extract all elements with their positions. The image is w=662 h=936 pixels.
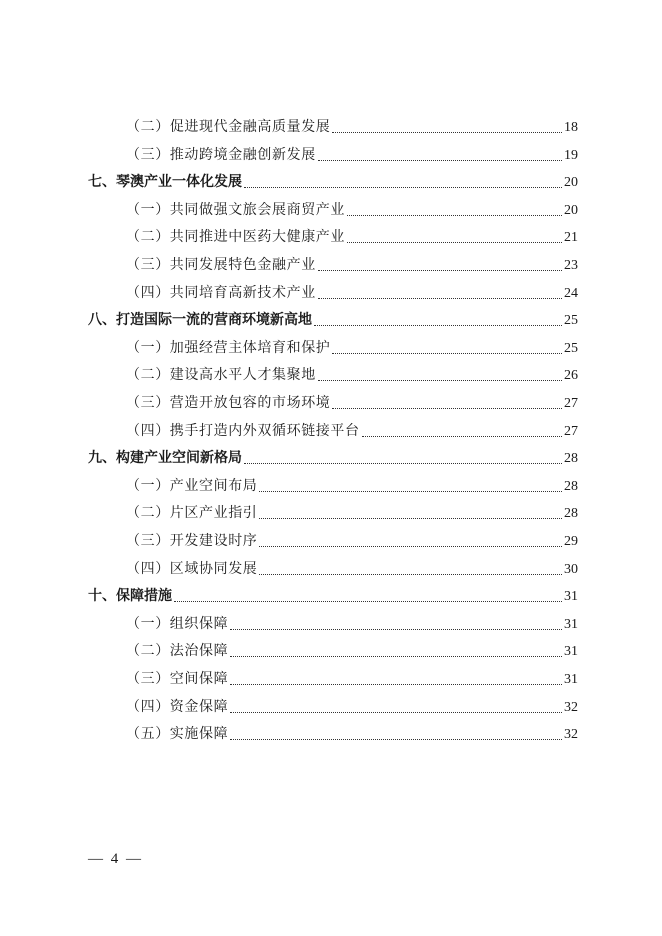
toc-entry-title: （一）加强经营主体培育和保护 [126, 340, 331, 356]
toc-entry-title: （四）资金保障 [126, 699, 229, 715]
toc-entry-page-number: 25 [564, 313, 578, 328]
toc-entry-title: （四）共同培育高新技术产业 [126, 285, 316, 301]
toc-entry-page-number: 29 [564, 534, 578, 549]
dot-leader [259, 490, 562, 492]
toc-entry-title: （三）空间保障 [126, 671, 229, 687]
toc-entry-title: （三）营造开放包容的市场环境 [126, 395, 331, 411]
toc-entry-title: （三）推动跨境金融创新发展 [126, 147, 316, 163]
toc-section-entry[interactable] [126, 477, 578, 496]
toc-chapter-entry[interactable] [88, 311, 578, 330]
toc-entry-page-number: 27 [564, 424, 578, 439]
toc-entry-title: （二）促进现代金融高质量发展 [126, 119, 331, 135]
toc-section-entry[interactable] [126, 284, 578, 303]
toc-entry-title: （一）组织保障 [126, 616, 229, 632]
toc-section-entry[interactable] [126, 339, 578, 358]
dot-leader [318, 297, 562, 299]
dot-leader [362, 435, 562, 437]
toc-chapter-entry[interactable] [88, 173, 578, 192]
dot-leader [332, 407, 562, 409]
dot-leader [259, 573, 562, 575]
dot-leader [230, 711, 562, 713]
toc-section-entry[interactable] [126, 560, 578, 579]
toc-section-entry[interactable] [126, 228, 578, 247]
toc-entry-page-number: 19 [564, 148, 578, 163]
toc-entry-title: （三）共同发展特色金融产业 [126, 257, 316, 273]
toc-entry-page-number: 24 [564, 286, 578, 301]
dot-leader [347, 241, 562, 243]
toc-entry-page-number: 26 [564, 368, 578, 383]
toc-entry-page-number: 31 [564, 617, 578, 632]
toc-section-entry[interactable] [126, 615, 578, 634]
toc-section-entry[interactable] [126, 366, 578, 385]
toc-section-entry[interactable] [126, 698, 578, 717]
toc-entry-page-number: 31 [564, 644, 578, 659]
dot-leader [230, 655, 562, 657]
toc-entry-title: （一）共同做强文旅会展商贸产业 [126, 202, 345, 218]
toc-entry-page-number: 32 [564, 727, 578, 742]
dot-leader [259, 517, 562, 519]
toc-entry-page-number: 23 [564, 258, 578, 273]
toc-section-entry[interactable] [126, 670, 578, 689]
toc-entry-title: 九、构建产业空间新格局 [88, 450, 242, 466]
toc-chapter-entry[interactable] [88, 587, 578, 606]
dot-leader [230, 738, 562, 740]
dot-leader [318, 159, 562, 161]
toc-entry-title: 八、打造国际一流的营商环境新高地 [88, 312, 312, 328]
toc-section-entry[interactable] [126, 504, 578, 523]
toc-entry-title: （一）产业空间布局 [126, 478, 258, 494]
toc-entry-title: 十、保障措施 [88, 588, 172, 604]
toc-section-entry[interactable] [126, 146, 578, 165]
toc-entry-title: （二）共同推进中医药大健康产业 [126, 229, 345, 245]
toc-entry-title: 七、琴澳产业一体化发展 [88, 174, 242, 190]
toc-entry-page-number: 20 [564, 203, 578, 218]
toc-entry-title: （三）开发建设时序 [126, 533, 258, 549]
dot-leader [230, 628, 562, 630]
toc-section-entry[interactable] [126, 256, 578, 275]
dot-leader [347, 214, 562, 216]
toc-section-entry[interactable] [126, 532, 578, 551]
toc-entry-page-number: 25 [564, 341, 578, 356]
toc-section-entry[interactable] [126, 201, 578, 220]
dot-leader [318, 269, 562, 271]
toc-entry-title: （四）携手打造内外双循环链接平台 [126, 423, 360, 439]
toc-entry-page-number: 28 [564, 479, 578, 494]
toc-entry-page-number: 27 [564, 396, 578, 411]
toc-section-entry[interactable] [126, 725, 578, 744]
toc-entry-page-number: 31 [564, 672, 578, 687]
dot-leader [318, 379, 562, 381]
toc-entry-page-number: 28 [564, 451, 578, 466]
toc-entry-page-number: 20 [564, 175, 578, 190]
dot-leader [259, 545, 562, 547]
dot-leader [230, 683, 562, 685]
toc-entry-title: （二）片区产业指引 [126, 505, 258, 521]
toc-section-entry[interactable] [126, 422, 578, 441]
toc-entry-title: （二）法治保障 [126, 643, 229, 659]
toc-entry-title: （二）建设高水平人才集聚地 [126, 367, 316, 383]
toc-entry-page-number: 21 [564, 230, 578, 245]
toc-entry-page-number: 31 [564, 589, 578, 604]
toc-entry-page-number: 28 [564, 506, 578, 521]
dot-leader [332, 352, 562, 354]
dot-leader [174, 600, 562, 602]
page-number: — 4 — [88, 851, 143, 867]
toc-entry-title: （四）区域协同发展 [126, 561, 258, 577]
dot-leader [244, 186, 562, 188]
toc-section-entry[interactable] [126, 642, 578, 661]
dot-leader [244, 462, 562, 464]
toc-entry-title: （五）实施保障 [126, 726, 229, 742]
toc-entry-page-number: 18 [564, 120, 578, 135]
toc-section-entry[interactable] [126, 394, 578, 413]
dot-leader [332, 131, 562, 133]
toc-chapter-entry[interactable] [88, 449, 578, 468]
toc-section-entry[interactable] [126, 118, 578, 137]
toc-entry-page-number: 30 [564, 562, 578, 577]
dot-leader [314, 324, 562, 326]
toc-entry-page-number: 32 [564, 700, 578, 715]
